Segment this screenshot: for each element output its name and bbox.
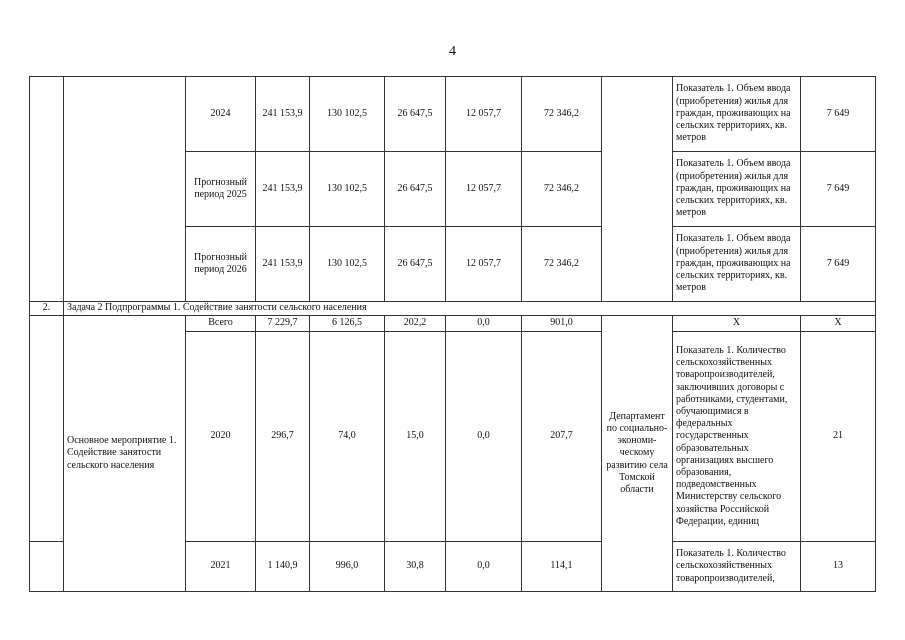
value-federal: 130 102,5: [310, 152, 385, 227]
value-federal: 996,0: [310, 542, 385, 592]
task-number: 2.: [30, 302, 64, 316]
value-regional: 15,0: [385, 332, 446, 542]
value-regional: 26 647,5: [385, 227, 446, 302]
period-cell: Прогнозный период 2026: [186, 227, 256, 302]
value-total: 241 153,9: [256, 77, 310, 152]
task-row: [30, 302, 876, 316]
value-local: 12 057,7: [446, 152, 522, 227]
activity-cell-empty: [64, 77, 186, 302]
value-federal: 74,0: [310, 332, 385, 542]
value-total: 296,7: [256, 332, 310, 542]
value-federal: 6 126,5: [310, 316, 385, 332]
activity-name: Основное мероприятие 1. Содействие занятости сельского населения: [64, 316, 186, 592]
indicator-text: Х: [673, 316, 801, 332]
value-total: 241 153,9: [256, 152, 310, 227]
value-regional: 26 647,5: [385, 77, 446, 152]
period-cell: Прогнозный период 2025: [186, 152, 256, 227]
task-title: Задача 2 Подпрограммы 1. Содействие занятости сельского населения: [64, 302, 876, 316]
value-federal: 130 102,5: [310, 77, 385, 152]
value-federal: 130 102,5: [310, 227, 385, 302]
value-regional: 30,8: [385, 542, 446, 592]
period-cell: Всего: [186, 316, 256, 332]
value-regional: 202,2: [385, 316, 446, 332]
value-other: 114,1: [522, 542, 602, 592]
value-total: 241 153,9: [256, 227, 310, 302]
indicator-text: Показатель 1. Объем ввода (приобретения) жилья для граждан, проживающих на сельских территориях, кв. метров: [673, 227, 801, 302]
indicator-value: Х: [801, 316, 876, 332]
page-number: 4: [449, 44, 456, 59]
indicator-value: 13: [801, 542, 876, 592]
value-local: 12 057,7: [446, 227, 522, 302]
indicator-text: Показатель 1. Объем ввода (приобретения) жилья для граждан, проживающих на сельских территориях, кв. метров: [673, 77, 801, 152]
value-other: 72 346,2: [522, 152, 602, 227]
table-row: [30, 316, 876, 332]
indicator-value: 7 649: [801, 152, 876, 227]
indicator-value: 7 649: [801, 227, 876, 302]
value-other: 72 346,2: [522, 227, 602, 302]
number-cell-empty: [30, 542, 64, 592]
value-total: 1 140,9: [256, 542, 310, 592]
value-other: 207,7: [522, 332, 602, 542]
number-cell-empty: [30, 77, 64, 302]
value-total: 7 229,7: [256, 316, 310, 332]
table-row: [30, 77, 876, 152]
number-cell-empty: [30, 316, 64, 542]
indicator-text: Показатель 1. Количество сельскохозяйственных товаропроизводителей, заключивших договоры с работниками, студентами, обучающимися в федеральных государственных образовательных организациях высшего образования, подведомственных Министерству сельского хозяйства Российской Федерации, единиц: [673, 332, 801, 542]
period-cell: 2020: [186, 332, 256, 542]
value-other: 72 346,2: [522, 77, 602, 152]
period-cell: 2021: [186, 542, 256, 592]
executor-cell-empty: [602, 77, 673, 302]
value-local: 0,0: [446, 332, 522, 542]
value-local: 12 057,7: [446, 77, 522, 152]
value-regional: 26 647,5: [385, 152, 446, 227]
value-other: 901,0: [522, 316, 602, 332]
value-local: 0,0: [446, 542, 522, 592]
program-table: [29, 76, 876, 592]
indicator-value: 7 649: [801, 77, 876, 152]
indicator-text: Показатель 1. Объем ввода (приобретения) жилья для граждан, проживающих на сельских территориях, кв. метров: [673, 152, 801, 227]
period-cell: 2024: [186, 77, 256, 152]
indicator-value: 21: [801, 332, 876, 542]
indicator-text: Показатель 1. Количество сельскохозяйственных товаропроизводителей,: [673, 542, 801, 592]
executor-name: Департамент по социально-экономи-ческому развитию села Томской области: [602, 316, 673, 592]
value-local: 0,0: [446, 316, 522, 332]
